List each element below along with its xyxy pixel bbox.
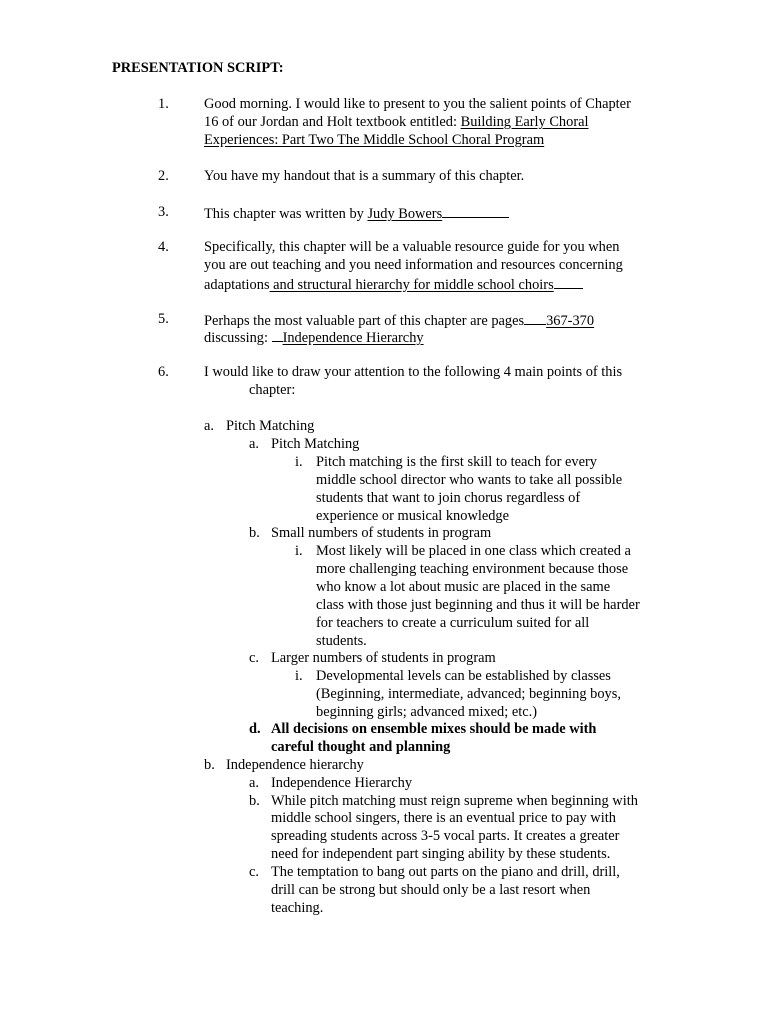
outline-text-line: Pitch matching is the first skill to teach for every xyxy=(316,454,597,470)
outline-text-line: Developmental levels can be established by classes xyxy=(316,668,611,684)
item-number: 5. xyxy=(158,311,169,327)
item-text-plain: This chapter was written by xyxy=(204,206,368,222)
book-title-part: Building Early Choral xyxy=(460,114,589,130)
filled-answer: and structural hierarchy for middle school choirs xyxy=(269,277,554,293)
outline-text-line: who know a lot about music are placed in the same xyxy=(316,579,611,595)
outline-heading: Independence hierarchy xyxy=(226,757,364,773)
document-title: PRESENTATION SCRIPT: xyxy=(112,60,284,76)
item-text-line xyxy=(204,274,583,294)
item-number: 4. xyxy=(158,239,169,255)
item-number: 2. xyxy=(158,168,169,184)
outline-subheading: Small numbers of students in program xyxy=(271,525,492,541)
outline-text-line: Most likely will be placed in one class which created a xyxy=(316,543,631,559)
outline-marker: a. xyxy=(204,418,214,434)
page-range: 367-370 xyxy=(546,313,595,329)
item-number: 1. xyxy=(158,96,169,112)
underline-blank xyxy=(442,203,509,218)
item-text-line xyxy=(204,203,509,223)
item-text-line xyxy=(204,113,589,131)
outline-marker: i. xyxy=(295,454,303,470)
item-number: 3. xyxy=(158,204,169,220)
outline-subheading: Independence Hierarchy xyxy=(271,775,413,791)
item-text-plain: 16 of our Jordan and Holt textbook entitled: xyxy=(204,114,461,130)
item-text-line: chapter: xyxy=(249,382,296,398)
outline-text-line: need for independent part singing ability by these students. xyxy=(271,846,611,862)
outline-marker: b. xyxy=(249,793,260,809)
outline-text-line: middle school director who wants to take all possible xyxy=(316,472,623,488)
outline-text-line: students. xyxy=(316,633,367,649)
outline-text-line: teaching. xyxy=(271,900,324,916)
author-name: Judy Bowers xyxy=(367,206,443,222)
outline-marker: c. xyxy=(249,650,259,666)
outline-text-line: students that want to join chorus regardless of xyxy=(316,490,581,506)
outline-marker: a. xyxy=(249,775,259,791)
outline-text-line: experience or musical knowledge xyxy=(316,508,509,524)
emphasis-line: All decisions on ensemble mixes should be made with xyxy=(271,721,597,737)
outline-marker: i. xyxy=(295,543,303,559)
item-text-line: you are out teaching and you need information and resources concerning xyxy=(204,257,623,273)
outline-text-line: for teachers to create a curriculum suited for all xyxy=(316,615,590,631)
book-title-part: Experiences: Part Two The Middle School Choral Program xyxy=(204,132,545,148)
item-text-line: I would like to draw your attention to the following 4 main points of this xyxy=(204,364,623,380)
outline-marker: c. xyxy=(249,864,259,880)
outline-heading: Pitch Matching xyxy=(226,418,315,434)
outline-text-line: (Beginning, intermediate, advanced; beginning boys, xyxy=(316,686,621,702)
outline-marker: b. xyxy=(249,525,260,541)
outline-text-line: spreading students across 3-5 vocal parts. It creates a greater xyxy=(271,828,620,844)
item-text-line: You have my handout that is a summary of this chapter. xyxy=(204,168,525,184)
outline-marker: a. xyxy=(249,436,259,452)
item-text-plain: discussing: xyxy=(204,330,272,346)
outline-marker: d. xyxy=(249,721,261,737)
outline-text-line: beginning girls; advanced mixed; etc.) xyxy=(316,704,537,720)
outline-text-line: middle school singers, there is an eventual price to pay with xyxy=(271,810,616,826)
item-text-line: Good morning. I would like to present to you the salient points of Chapter xyxy=(204,96,631,112)
outline-marker: b. xyxy=(204,757,215,773)
item-number: 6. xyxy=(158,364,169,380)
underline-blank xyxy=(272,327,283,342)
item-text-plain: adaptations xyxy=(204,277,270,293)
outline-subheading: Pitch Matching xyxy=(271,436,360,452)
outline-subheading: Larger numbers of students in program xyxy=(271,650,496,666)
item-text-line xyxy=(204,327,424,347)
outline-text-line: class with those just beginning and thus it will be harder xyxy=(316,597,640,613)
item-text-line: Specifically, this chapter will be a valuable resource guide for you when xyxy=(204,239,620,255)
filled-answer: Independence Hierarchy xyxy=(282,330,424,346)
item-text-plain: Perhaps the most valuable part of this chapter are pages xyxy=(204,313,525,329)
underline-blank xyxy=(524,310,546,325)
outline-text-line: The temptation to bang out parts on the piano and drill, drill, xyxy=(271,864,620,880)
outline-text-line: drill can be strong but should only be a last resort when xyxy=(271,882,591,898)
outline-marker: i. xyxy=(295,668,303,684)
outline-text-line: more challenging teaching environment because those xyxy=(316,561,629,577)
outline-text-line: While pitch matching must reign supreme when beginning with xyxy=(271,793,638,809)
emphasis-line: careful thought and planning xyxy=(271,739,451,755)
underline-blank xyxy=(554,274,583,289)
